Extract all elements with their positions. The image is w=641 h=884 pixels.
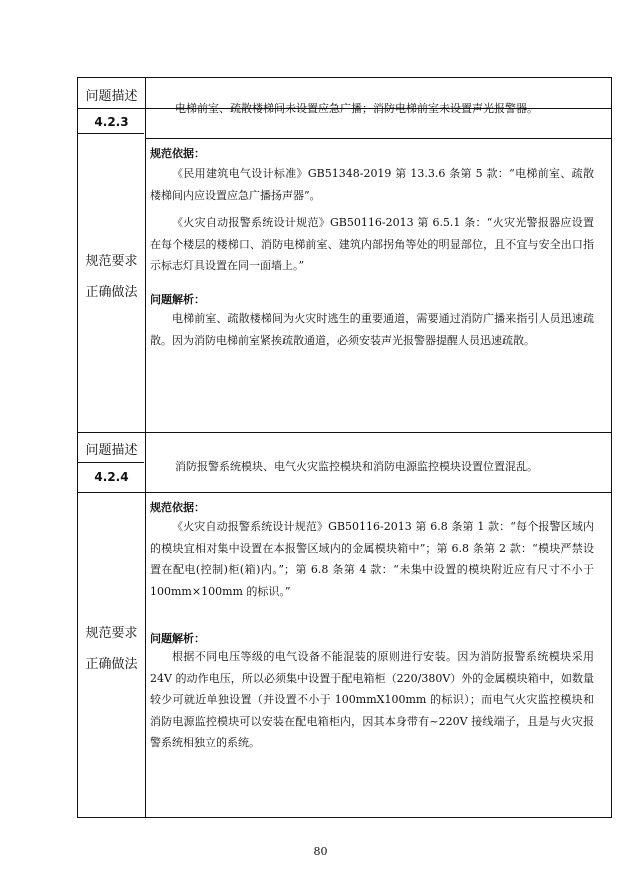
- regulation-table: [77, 77, 612, 818]
- basis-heading: 规范依据：: [150, 147, 205, 160]
- analysis-paragraph: 根据不同电压等级的电气设备不能混装的原则进行安装。因为消防报警系统模块采用 24V 的动作电压，所以必须集中设置于配电箱柜（220/380V）外的金属模块箱中，如数量较少可就近单独设置（并设置不小于 100mmX100mm 的标识）；而电气火灾监控模块和消防电源监控模块可以安装在配电箱柜内，因其本身带有~220V 接线端子，且是与火灾报警系统相独立的系统。: [150, 650, 594, 749]
- section-number: 4.2.4: [94, 470, 129, 484]
- analysis-text: [150, 646, 594, 754]
- analysis-heading: 问题解析：: [150, 293, 205, 306]
- divider: [78, 462, 144, 463]
- section-number: 4.2.3: [94, 115, 129, 129]
- requirement-label-line: 规范要求: [85, 626, 138, 641]
- requirement-label-line: 规范要求: [85, 254, 138, 269]
- analysis-paragraph: 电梯前室、疏散楼梯间为火灾时逃生的重要通道，需要通过消防广播来指引人员迅速疏散。因为消防电梯前室紧挨疏散通道，必须安装声光报警器提醒人员迅速疏散。: [150, 312, 594, 347]
- column-divider: [145, 78, 146, 817]
- analysis-text: [150, 308, 594, 351]
- page-number: 80: [313, 845, 328, 858]
- divider: [78, 492, 611, 493]
- divider: [145, 138, 611, 139]
- requirement-label-line: 正确做法: [85, 285, 138, 300]
- basis-paragraph: 《火灾自动报警系统设计规范》GB50116-2013 第 6.8 条第 1 款：“每个报警区域内的模块宜相对集中设置在本报警区域内的金属模块箱中”；第 6.8 条第 2 款：“模块严禁设置在配电(控制)柜(箱)内。”；第 6.8 条第 4 款：“未集中设置的模块附近应有尺寸不小于 100mm×100mm 的标识。”: [150, 520, 594, 598]
- requirement-label: [78, 246, 145, 308]
- basis-text: [150, 516, 594, 602]
- analysis-heading: 问题解析：: [150, 632, 205, 645]
- issue-label: 问题描述: [85, 89, 138, 104]
- requirement-label-line: 正确做法: [85, 657, 138, 672]
- basis-paragraph: 《民用建筑电气设计标准》GB51348-2019 第 13.3.6 条第 5 款：“电梯前室、疏散楼梯间内应设置应急广播扬声器”。: [150, 167, 594, 202]
- basis-text: [150, 163, 594, 277]
- basis-paragraph: 《火灾自动报警系统设计规范》GB50116-2013 第 6.5.1 条：“火灾光警报器应设置在每个楼层的楼梯口、消防电梯前室、建筑内部拐角等处的明显部位，且不宜与安全出口指示标志灯具设置在同一面墙上。”: [150, 216, 594, 272]
- basis-heading: 规范依据：: [150, 501, 205, 514]
- divider: [78, 432, 611, 433]
- requirement-label: [78, 618, 145, 680]
- issue-description: 消防报警系统模块、电气火灾监控模块和消防电源监控模块设置位置混乱。: [175, 460, 538, 473]
- divider: [78, 133, 144, 134]
- issue-label: 问题描述: [85, 443, 138, 458]
- issue-description: 电梯前室、疏散楼梯间未设置应急广播；消防电梯前室未设置声光报警器。: [175, 102, 538, 115]
